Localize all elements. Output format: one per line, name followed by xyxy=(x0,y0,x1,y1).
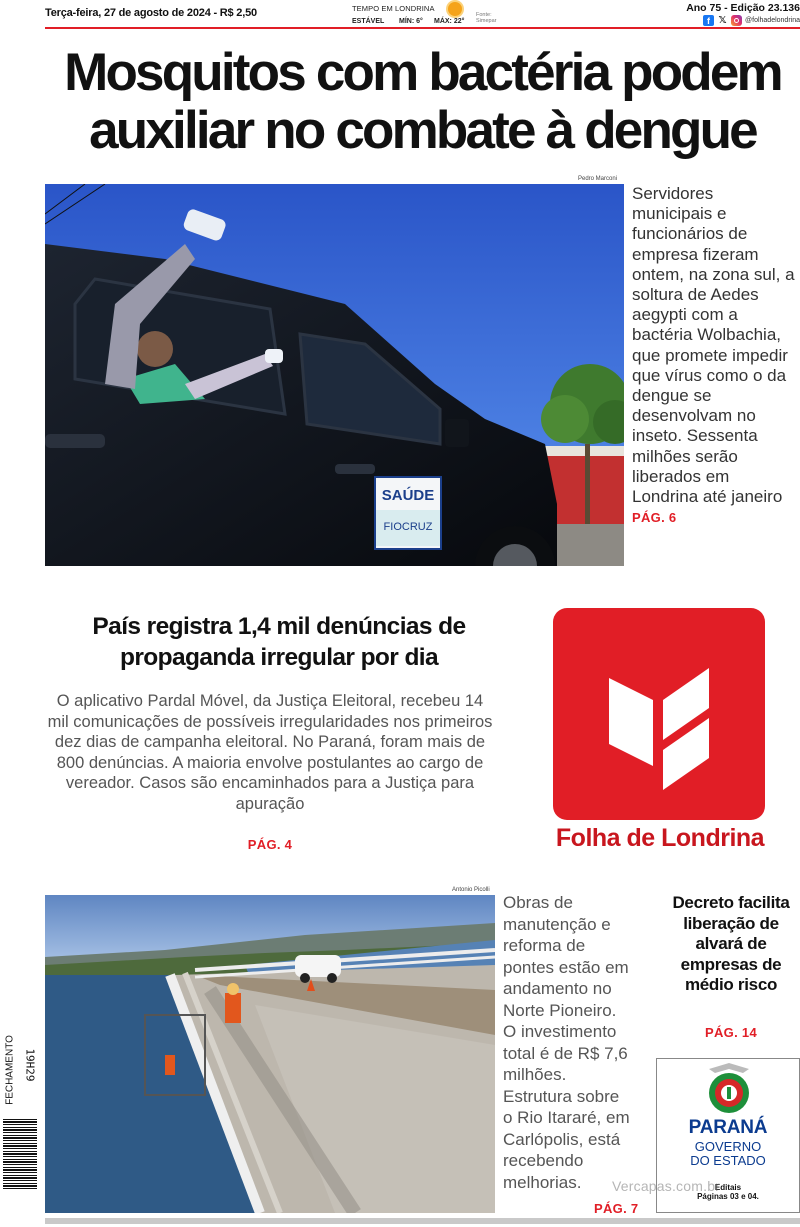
photo-credit-bridge: Antonio Picolli xyxy=(452,887,490,893)
weather-source: Fonte: Simepar xyxy=(476,12,497,24)
closing-label-wrap xyxy=(0,1030,20,1110)
story3-page-ref[interactable]: PÁG. 7 xyxy=(594,1201,639,1216)
story3-page-ref-wrap xyxy=(594,1200,638,1218)
story4-page-ref[interactable]: PÁG. 14 xyxy=(705,1025,757,1040)
watermark: Vercapas.com.br xyxy=(612,1178,721,1194)
car-photo-illustration xyxy=(45,184,624,566)
facebook-icon[interactable]: f xyxy=(703,15,714,26)
folha-logo-mark xyxy=(553,608,765,820)
instagram-icon[interactable] xyxy=(731,15,742,26)
main-story-text[interactable] xyxy=(632,184,797,528)
weather-min: MÍN: 6° xyxy=(399,18,423,25)
story2-page-ref[interactable]: PÁG. 4 xyxy=(247,837,293,852)
social-links xyxy=(703,14,800,26)
closing-label: FECHAMENTO xyxy=(4,1035,16,1105)
weather-title: TEMPO EM LONDRINA xyxy=(352,4,435,13)
editais-pages: Páginas 03 e 04. xyxy=(697,1192,759,1201)
sun-icon xyxy=(448,2,462,16)
date-price: Terça-feira, 27 de agosto de 2024 - R$ 2,50 xyxy=(45,7,257,19)
weather-max: MÁX: 22° xyxy=(434,18,465,25)
story2-body: O aplicativo Pardal Móvel, da Justiça Eleitoral, recebeu 14 mil comunicações de possíveis irregularidades nos primeiros dez dias de campanha eleitoral. No Paraná, foram mais de 800 denúncias. A maioria envolve postulantes ao cargo de vereador. Casos são encaminhados para a Justiça para apuração xyxy=(47,692,493,813)
barcode-icon xyxy=(2,1118,38,1190)
folha-logo-icon[interactable] xyxy=(553,608,765,820)
story4-headline[interactable]: Decreto facilita liberação de alvará de empresas de médio risco xyxy=(672,893,790,994)
gov-state-name: PARANÁ xyxy=(688,1117,768,1138)
gov-line-2: DO ESTADO xyxy=(690,1153,766,1168)
car-sign-top: SAÚDE xyxy=(381,487,435,504)
main-story-photo[interactable] xyxy=(45,184,624,566)
social-handle: @folhadelondrina xyxy=(745,16,800,24)
closing-time-wrap xyxy=(20,1030,40,1100)
brand-name: Folha de Londrina xyxy=(555,824,765,852)
editais-label: Editais xyxy=(714,1183,742,1192)
main-headline[interactable]: Mosquitos com bactéria podem auxiliar no combate à dengue xyxy=(64,43,781,160)
story3-body: Obras de manutenção e reforma de pontes estão em andamento no Norte Pioneiro. O investimento total é de R$ 7,6 milhões. Estrutura sobre o Rio Itararé, em Carlópolis, está recebendo melhorias. xyxy=(503,893,630,1192)
masthead-rule xyxy=(45,27,800,29)
weather-box xyxy=(352,2,512,28)
main-story-page-ref[interactable]: PÁG. 6 xyxy=(632,510,677,526)
story4-page-ref-wrap xyxy=(662,1025,800,1040)
story2-headline[interactable]: País registra 1,4 mil denúncias de propaganda irregular por dia xyxy=(92,613,466,671)
photo-credit-main: Pedro Marconi xyxy=(578,176,618,182)
main-story-body: Servidores municipais e funcionários de empresa fizeram ontem, na zona sul, a soltura de Aedes aegypti com a bactéria Wolbachia, que promete impedir que vírus como o da dengue se desenvolvam no inseto. Sessenta milhões serão liberados em Londrina até janeiro xyxy=(632,184,795,507)
car-sign-bottom: FIOCRUZ xyxy=(383,521,433,533)
weather-condition: ESTÁVEL xyxy=(352,18,385,25)
bottom-rule xyxy=(45,1218,800,1224)
gov-line-1: GOVERNO xyxy=(694,1139,762,1154)
parana-coat-of-arms-icon xyxy=(657,1059,800,1117)
bridge-photo-illustration xyxy=(45,895,495,1213)
x-icon[interactable]: 𝕏 xyxy=(718,14,727,26)
story2-page-ref-wrap xyxy=(45,836,495,854)
edition-number: Ano 75 - Edição 23.136 xyxy=(686,2,800,14)
closing-time: 19H29 xyxy=(23,1048,37,1082)
bridge-photo[interactable] xyxy=(45,895,495,1213)
masthead-strip xyxy=(45,2,800,28)
